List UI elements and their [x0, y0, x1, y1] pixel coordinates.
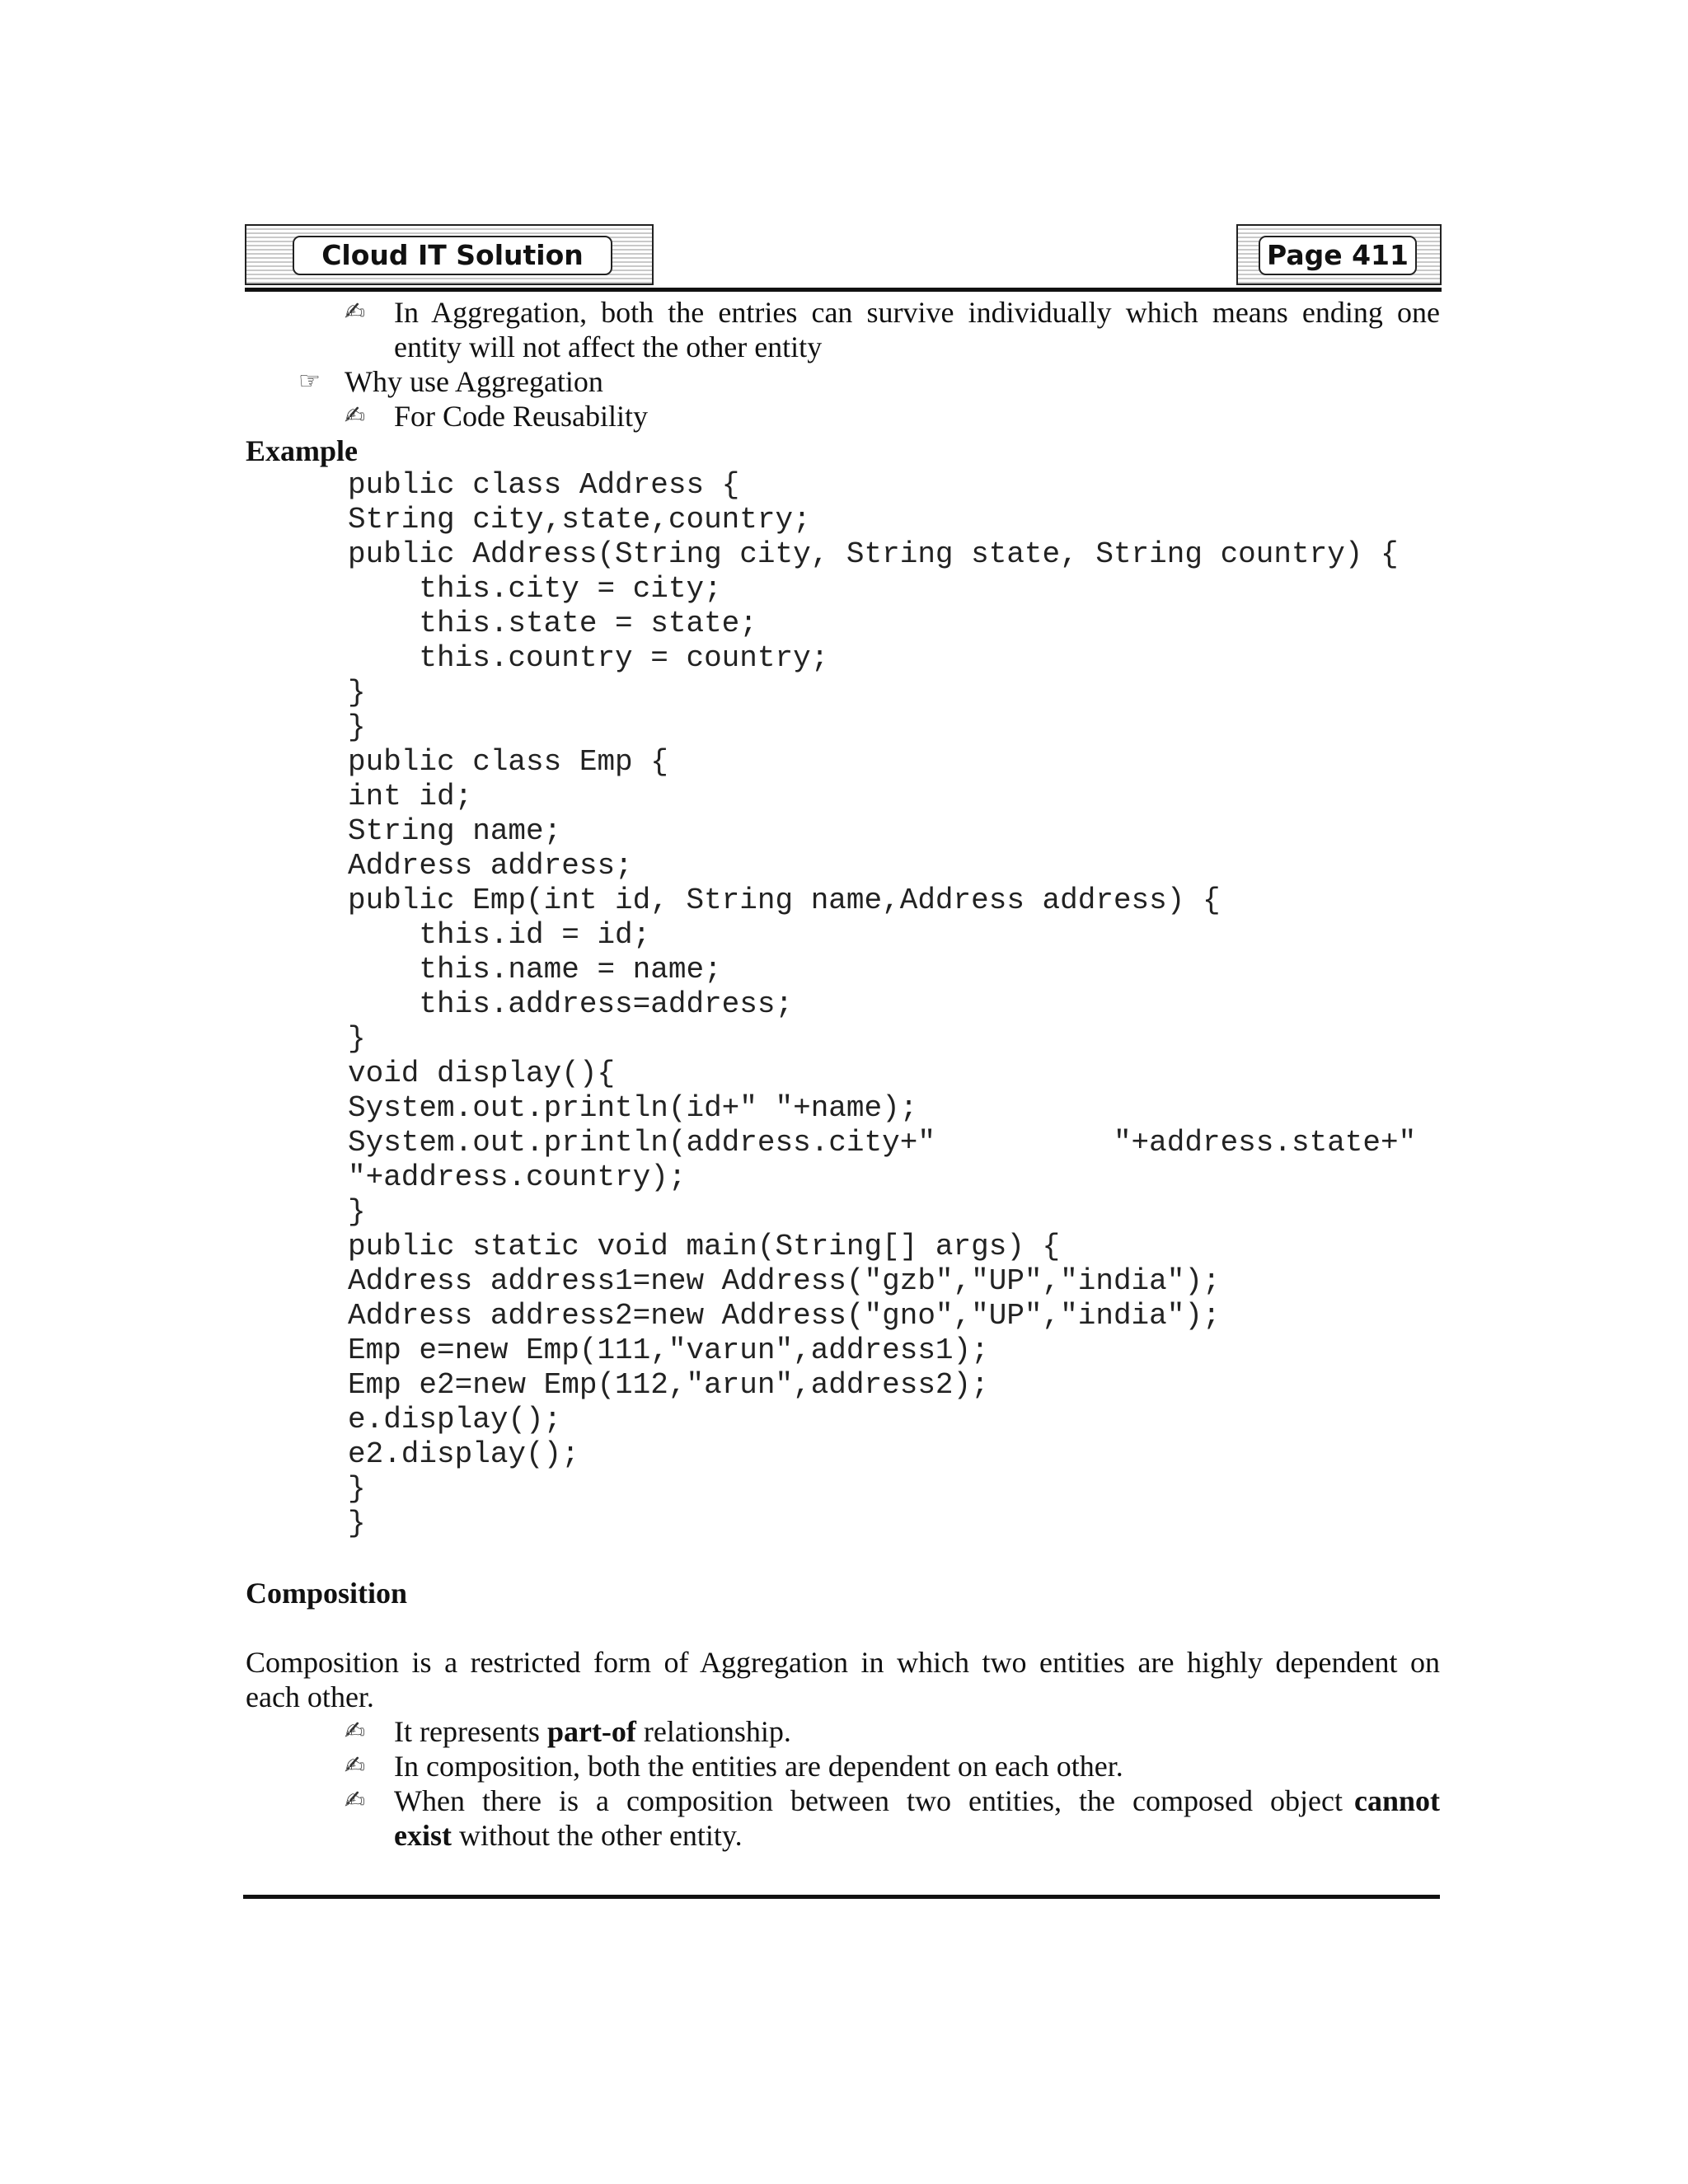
header-title-box	[245, 224, 654, 285]
header-page-box	[1236, 224, 1442, 285]
header-title: Cloud IT Solution	[293, 236, 612, 275]
code-line: int id;	[348, 780, 473, 813]
code-line: Emp e=new Emp(111,"varun",address1);	[348, 1333, 989, 1367]
code-line: System.out.println(id+" "+name);	[348, 1091, 918, 1125]
code-line: }	[348, 1195, 366, 1229]
composition-point-1	[394, 1714, 791, 1749]
code-line: String city,state,country;	[348, 503, 811, 537]
aggregation-point-1-line-2: entity will not affect the other entity	[394, 330, 823, 363]
code-line: this.name = name;	[348, 953, 722, 987]
page-number: Page 411	[1259, 236, 1417, 275]
composition-point-1-text: It represents	[394, 1715, 547, 1748]
header-rule	[245, 288, 1442, 292]
why-aggregation-point: For Code Reusability	[394, 400, 648, 433]
composition-point-1-text-end: relationship.	[635, 1715, 791, 1748]
pointing-hand-icon: ☞	[298, 367, 321, 396]
code-line: public Emp(int id, String name,Address address) {	[348, 883, 1221, 917]
composition-heading: Composition	[246, 1577, 408, 1610]
part-of-term: part-of	[546, 1715, 636, 1748]
footer-rule	[243, 1895, 1440, 1899]
code-line: public class Emp {	[348, 745, 668, 779]
code-line: }	[348, 1507, 366, 1540]
code-line: e.display();	[348, 1403, 562, 1436]
code-line: void display(){	[348, 1057, 616, 1090]
cannot-term: cannot	[1353, 1784, 1440, 1817]
code-line: Address address2=new Address("gno","UP","india");	[348, 1299, 1221, 1333]
code-line: this.city = city;	[348, 572, 722, 606]
composition-point-3-line-2	[394, 1818, 743, 1853]
code-line: }	[348, 710, 366, 744]
code-line: public Address(String city, String state, String country) {	[348, 537, 1399, 571]
code-line: public static void main(String[] args) {	[348, 1230, 1061, 1263]
code-line: Address address;	[348, 849, 633, 883]
composition-point-3-line-1	[394, 1783, 1440, 1818]
writing-hand-icon: ✍	[345, 1717, 366, 1746]
exist-term: exist	[394, 1819, 452, 1852]
code-line: }	[348, 1472, 366, 1506]
why-aggregation-heading: Why use Aggregation	[345, 365, 603, 398]
code-line: Emp e2=new Emp(112,"arun",address2);	[348, 1368, 989, 1402]
code-line: this.state = state;	[348, 607, 757, 640]
code-line: this.country = country;	[348, 641, 829, 675]
code-line: this.address=address;	[348, 987, 794, 1021]
writing-hand-icon: ✍	[345, 1786, 366, 1815]
writing-hand-icon: ✍	[345, 1751, 366, 1780]
code-line: Address address1=new Address("gzb","UP","india");	[348, 1264, 1221, 1298]
composition-point-2: In composition, both the entities are dependent on each other.	[394, 1750, 1123, 1783]
writing-hand-icon: ✍	[345, 401, 366, 430]
composition-intro-line-2: each other.	[246, 1680, 374, 1713]
composition-point-3-text-end: without the other entity.	[451, 1819, 743, 1852]
code-line: this.id = id;	[348, 918, 651, 952]
code-line: }	[348, 676, 366, 710]
writing-hand-icon: ✍	[345, 298, 366, 326]
aggregation-point-1-line-1: In Aggregation, both the entries can survive individually which means ending one	[394, 296, 1440, 329]
composition-point-3-text: When there is a composition between two entities, the composed object	[394, 1784, 1343, 1817]
code-line: String name;	[348, 814, 562, 848]
code-line: }	[348, 1022, 366, 1056]
code-line: public class Address {	[348, 468, 740, 502]
composition-intro-line-1: Composition is a restricted form of Aggregation in which two entities are highly dependent on	[246, 1646, 1440, 1679]
code-line: System.out.println(address.city+" "+address.state+"	[348, 1126, 1417, 1160]
code-line: e2.display();	[348, 1437, 579, 1471]
example-heading: Example	[246, 434, 359, 467]
code-line: "+address.country);	[348, 1160, 687, 1194]
